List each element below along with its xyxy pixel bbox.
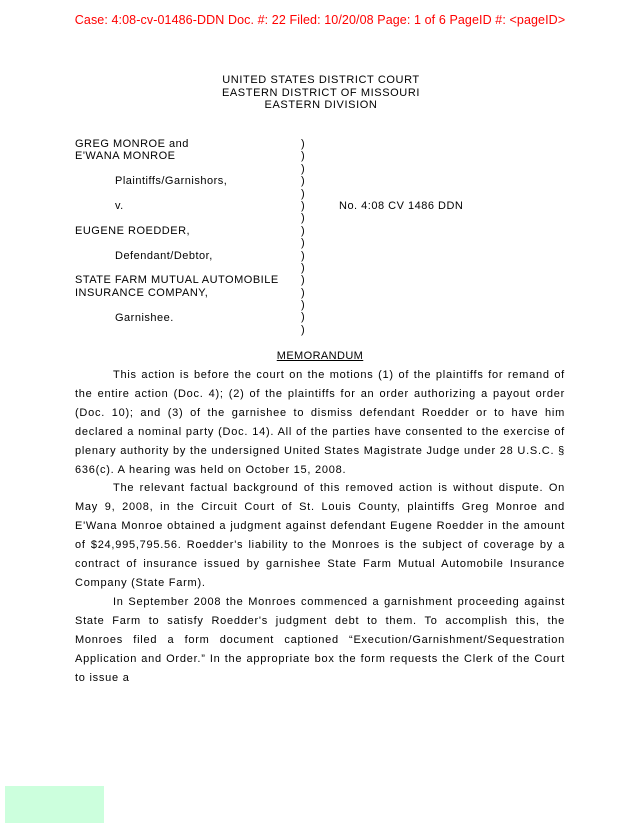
case-header-stamp: Case: 4:08-cv-01486-DDN Doc. #: 22 Filed: 10/20/08 Page: 1 of 6 PageID #: <pageID> xyxy=(74,13,566,27)
plaintiff-role: Plaintiffs/Garnishors, xyxy=(115,175,228,188)
memorandum-title: MEMORANDUM xyxy=(276,350,364,362)
garnishee-name-1: STATE FARM MUTUAL AUTOMOBILE xyxy=(75,274,279,287)
court-division: EASTERN DIVISION xyxy=(264,99,378,111)
defendant-name: EUGENE ROEDDER, xyxy=(75,224,191,237)
corner-highlight-box xyxy=(5,786,104,823)
memorandum-body xyxy=(75,366,565,687)
plaintiff-name-2: E'WANA MONROE xyxy=(75,150,176,163)
court-heading xyxy=(0,74,640,112)
case-number: No. 4:08 CV 1486 DDN xyxy=(339,200,464,212)
garnishee-role: Garnishee. xyxy=(115,311,174,324)
court-name: UNITED STATES DISTRICT COURT xyxy=(222,74,420,86)
paragraph: In September 2008 the Monroes commenced a garnishment proceeding against State Farm to satisfy Roedder's judgment debt to them. To accomplish this, the Monroes filed a form document captioned “Execution/Garnishment/Sequestration Application and Order.” In the appropriate box the form requests the Clerk of the Court to issue a xyxy=(75,595,565,684)
caption-parentheses: ) ) ) ) ) ) ) ) ) ) ) ) ) ) ) ) xyxy=(301,138,306,336)
paragraph: The relevant factual background of this removed action is without dispute. On May 9, 2008, in the Circuit Court of St. Louis County, plaintiffs Greg Monroe and E'Wana Monroe obtained a judgment against defendant Eugene Roedder in the amount of $24,995,795.56. Roedder's liability to the Monroes is the subject of coverage by a contract of insurance issued by garnishee State Farm Mutual Automobile Insurance Company (State Farm). xyxy=(75,482,565,589)
paragraph: This action is before the court on the motions (1) of the plaintiffs for remand of the entire action (Doc. 4); (2) of the plaintiffs for an order authorizing a payout order (Doc. 10); and (3) of the garnishee to dismiss defendant Roedder or to have him declared a nominal party (Doc. 14). All of the parties have consented to the exercise of plenary authority by the undersigned United States Magistrate Judge under 28 U.S.C. § 636(c). A hearing was held on October 15, 2008. xyxy=(75,369,565,476)
garnishee-name-2: INSURANCE COMPANY, xyxy=(75,286,209,299)
plaintiff-name-1: GREG MONROE and xyxy=(75,138,189,150)
court-district: EASTERN DISTRICT OF MISSOURI xyxy=(221,86,421,99)
versus: v. xyxy=(115,200,124,212)
defendant-role: Defendant/Debtor, xyxy=(115,249,213,262)
